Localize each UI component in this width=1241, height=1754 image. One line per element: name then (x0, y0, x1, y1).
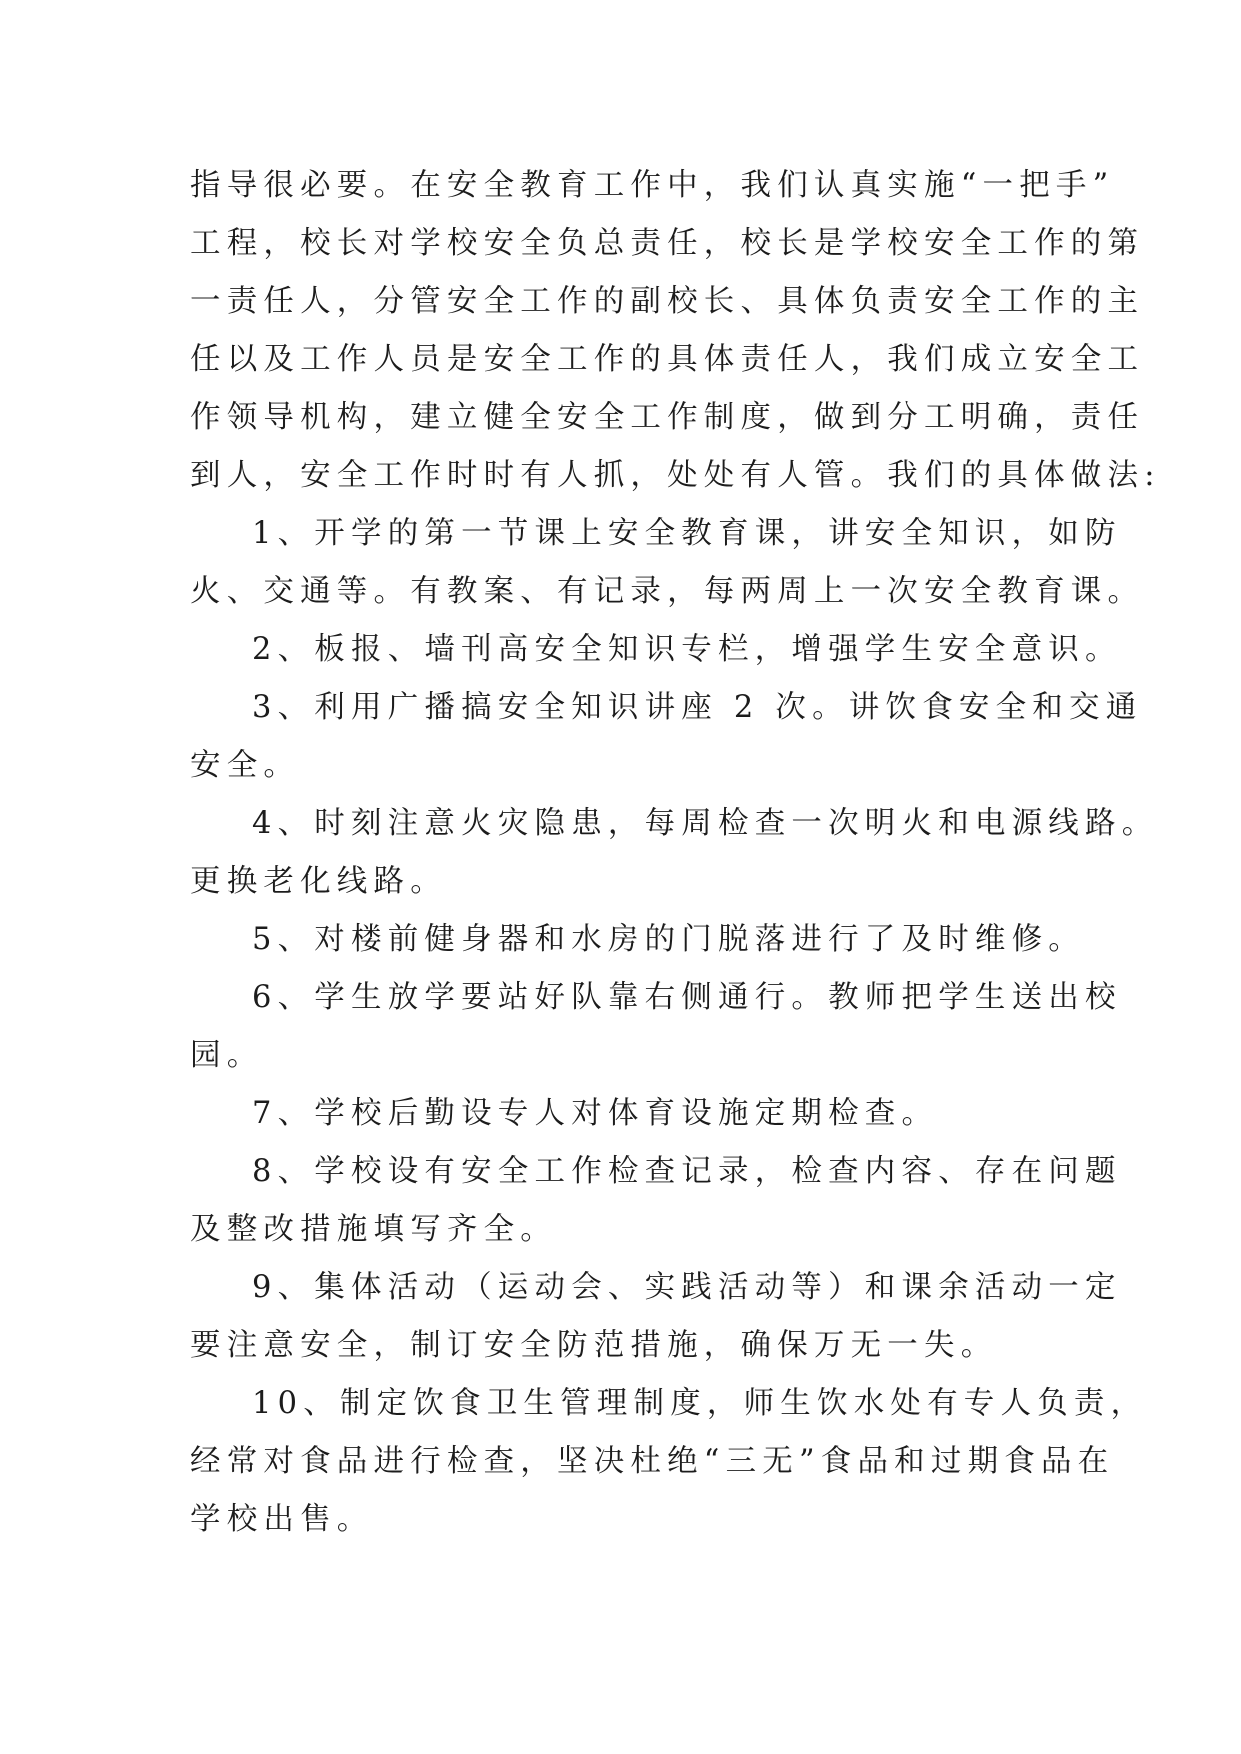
text-line: 指导很必要。在安全教育工作中，我们认真实施“一把手” (190, 168, 1115, 203)
text-line: 到人，安全工作时时有人抓，处处有人管。我们的具体做法: (190, 458, 1161, 493)
list-item-9: 9、集体活动（运动会、实践活动等）和课余活动一定 (252, 1270, 1122, 1305)
text-line: 作领导机构，建立健全安全工作制度，做到分工明确，责任 (190, 400, 1145, 435)
list-item-5: 5、对楼前健身器和水房的门脱落进行了及时维修。 (252, 922, 1086, 957)
text-line: 更换老化线路。 (190, 864, 447, 899)
list-item-10: 10、制定饮食卫生管理制度，师生饮水处有专人负责， (252, 1386, 1148, 1421)
text-line: 火、交通等。有教案、有记录，每两周上一次安全教育课。 (190, 574, 1145, 609)
text-line: 安全。 (190, 748, 301, 783)
list-item-1: 1、开学的第一节课上安全教育课，讲安全知识，如防 (252, 516, 1122, 551)
text-line: 工程，校长对学校安全负总责任，校长是学校安全工作的第 (190, 226, 1145, 261)
list-item-4: 4、时刻注意火灾隐患，每周检查一次明火和电源线路。 (252, 806, 1159, 841)
text-line: 园。 (190, 1038, 264, 1073)
text-line: 学校出售。 (190, 1502, 374, 1537)
text-line: 要注意安全，制订安全防范措施，确保万无一失。 (190, 1328, 998, 1363)
body-text (190, 157, 1161, 1549)
text-line: 任以及工作人员是安全工作的具体责任人，我们成立安全工 (190, 342, 1145, 377)
list-item-2: 2、板报、墙刊高安全知识专栏，增强学生安全意识。 (252, 632, 1122, 667)
list-item-3: 3、利用广播搞安全知识讲座 2 次。讲饮食安全和交通 (252, 690, 1143, 725)
text-line: 一责任人，分管安全工作的副校长、具体负责安全工作的主 (190, 284, 1145, 319)
list-item-6: 6、学生放学要站好队靠右侧通行。教师把学生送出校 (252, 980, 1122, 1015)
text-line: 及整改措施填写齐全。 (190, 1212, 557, 1247)
list-item-8: 8、学校设有安全工作检查记录，检查内容、存在问题 (252, 1154, 1122, 1189)
text-line: 经常对食品进行检查，坚决杜绝“三无”食品和过期食品在 (190, 1444, 1115, 1479)
list-item-7: 7、学校后勤设专人对体育设施定期检查。 (252, 1096, 939, 1131)
